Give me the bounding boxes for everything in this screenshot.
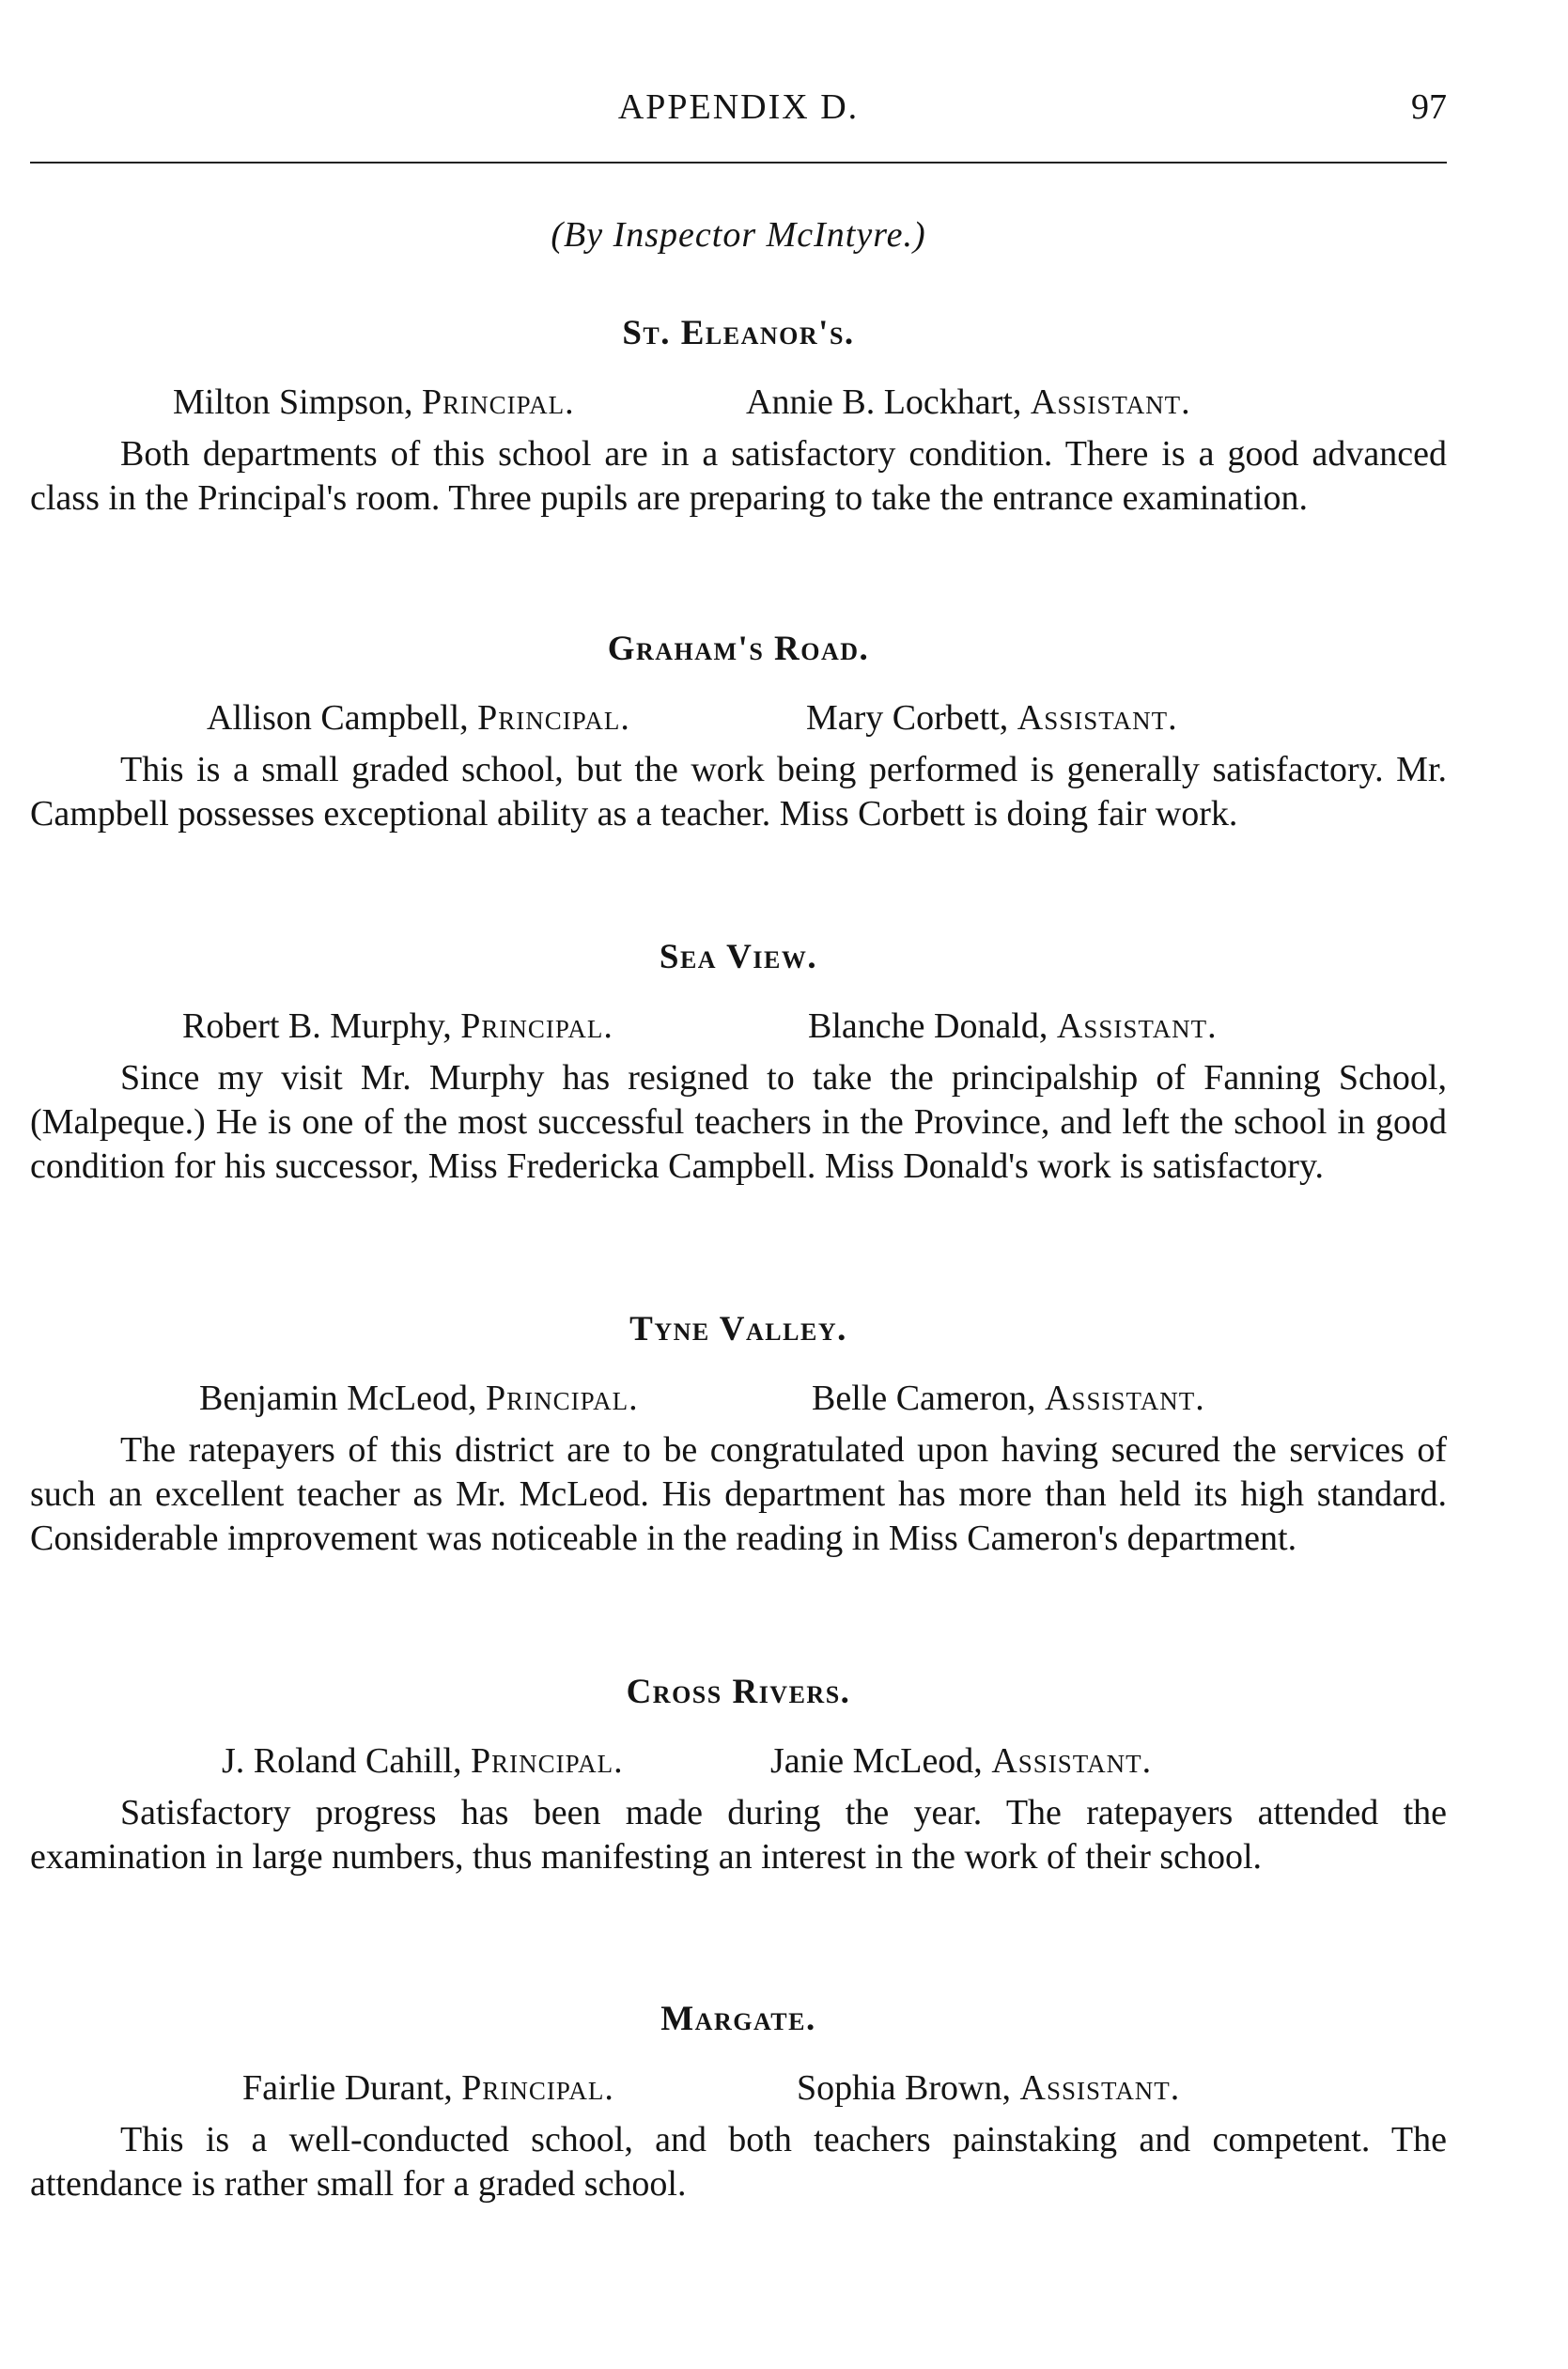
principal <box>182 1004 613 1049</box>
principal-name: Robert B. Murphy, <box>182 1006 452 1046</box>
staff-line <box>30 1376 1447 1421</box>
principal <box>199 1376 639 1421</box>
assistant <box>806 695 1178 740</box>
assistant-name: Sophia Brown, <box>797 2068 1011 2108</box>
assistant-role: Assistant. <box>1019 2068 1181 2108</box>
school-name: Sea View. <box>659 938 818 976</box>
running-head <box>30 86 1447 143</box>
principal-name: Allison Campbell, <box>207 698 469 738</box>
report-remarks: Both departments of this school are in a satisfactory condition. There is a good advanced class in the Principal's room. Three pupils are preparing to take the entrance examination. <box>30 434 1447 518</box>
assistant-role: Assistant. <box>1017 698 1178 738</box>
staff-line <box>30 380 1447 425</box>
assistant-role: Assistant. <box>1030 382 1191 422</box>
principal-role: Principal. <box>461 2068 614 2108</box>
staff-line <box>30 1738 1447 1784</box>
assistant-role: Assistant. <box>1056 1006 1218 1046</box>
principal <box>242 2065 614 2111</box>
staff-line <box>30 1004 1447 1049</box>
principal-role: Principal. <box>477 698 630 738</box>
principal-name: Fairlie Durant, <box>242 2068 453 2108</box>
principal-role: Principal. <box>422 382 575 422</box>
principal-role: Principal. <box>470 1741 624 1781</box>
principal <box>222 1738 624 1784</box>
assistant-name: Blanche Donald, <box>808 1006 1048 1046</box>
page-number: 97 <box>1411 87 1447 127</box>
assistant <box>770 1738 1152 1784</box>
assistant-role: Assistant. <box>991 1741 1153 1781</box>
assistant-role: Assistant. <box>1044 1379 1205 1418</box>
inspector-byline: (By Inspector McIntyre.) <box>551 215 926 255</box>
school-report <box>30 936 1447 1189</box>
principal-role: Principal. <box>460 1006 613 1046</box>
school-report <box>30 312 1447 521</box>
school-name: St. Eleanor's. <box>622 314 855 352</box>
assistant <box>797 2065 1180 2111</box>
report-remarks: Satisfactory progress has been made during the year. The ratepayers attended the examination in large numbers, thus manifesting an interest in the work of their school. <box>30 1793 1447 1877</box>
staff-line <box>30 2065 1447 2111</box>
report-remarks: This is a well-conducted school, and both teachers painstaking and competent. The attendance is rather small for a graded school. <box>30 2120 1447 2204</box>
assistant-name: Annie B. Lockhart, <box>746 382 1022 422</box>
assistant <box>808 1004 1218 1049</box>
assistant-name: Belle Cameron, <box>812 1379 1036 1418</box>
school-name: Tyne Valley. <box>629 1310 847 1348</box>
school-report <box>30 1308 1447 1561</box>
principal-role: Principal. <box>485 1379 639 1418</box>
school-report <box>30 1998 1447 2206</box>
principal-name: Milton Simpson, <box>173 382 413 422</box>
principal <box>207 695 630 740</box>
running-title: APPENDIX D. <box>617 87 860 127</box>
assistant <box>812 1376 1205 1421</box>
staff-line <box>30 695 1447 740</box>
school-report <box>30 1671 1447 1879</box>
report-remarks: Since my visit Mr. Murphy has resigned to take the principalship of Fanning School, (Malpeque.) He is one of the most successful teachers in the Province, and left the school in good condition for his successor, Miss Fredericka Campbell. Miss Donald's work is satisfactory. <box>30 1058 1447 1186</box>
school-name: Margate. <box>660 2000 816 2038</box>
assistant-name: Janie McLeod, <box>770 1741 983 1781</box>
assistant <box>746 380 1191 425</box>
school-report <box>30 628 1447 836</box>
assistant-name: Mary Corbett, <box>806 698 1009 738</box>
report-remarks: This is a small graded school, but the work being performed is generally satisfactory. Mr. Campbell possesses exceptional ability as a teacher. Miss Corbett is doing fair work. <box>30 750 1447 834</box>
school-name: Cross Rivers. <box>626 1673 851 1711</box>
principal-name: J. Roland Cahill, <box>222 1741 462 1781</box>
report-remarks: The ratepayers of this district are to be congratulated upon having secured the services of such an excellent teacher as Mr. McLeod. His department has more than held its high standard. Considerable improvement was noticeable in the reading in Miss Cameron's department. <box>30 1430 1447 1558</box>
principal <box>173 380 575 425</box>
header-rule <box>30 162 1447 164</box>
principal-name: Benjamin McLeod, <box>199 1379 477 1418</box>
document-page <box>30 0 1447 2369</box>
school-name: Graham's Road. <box>607 630 870 668</box>
